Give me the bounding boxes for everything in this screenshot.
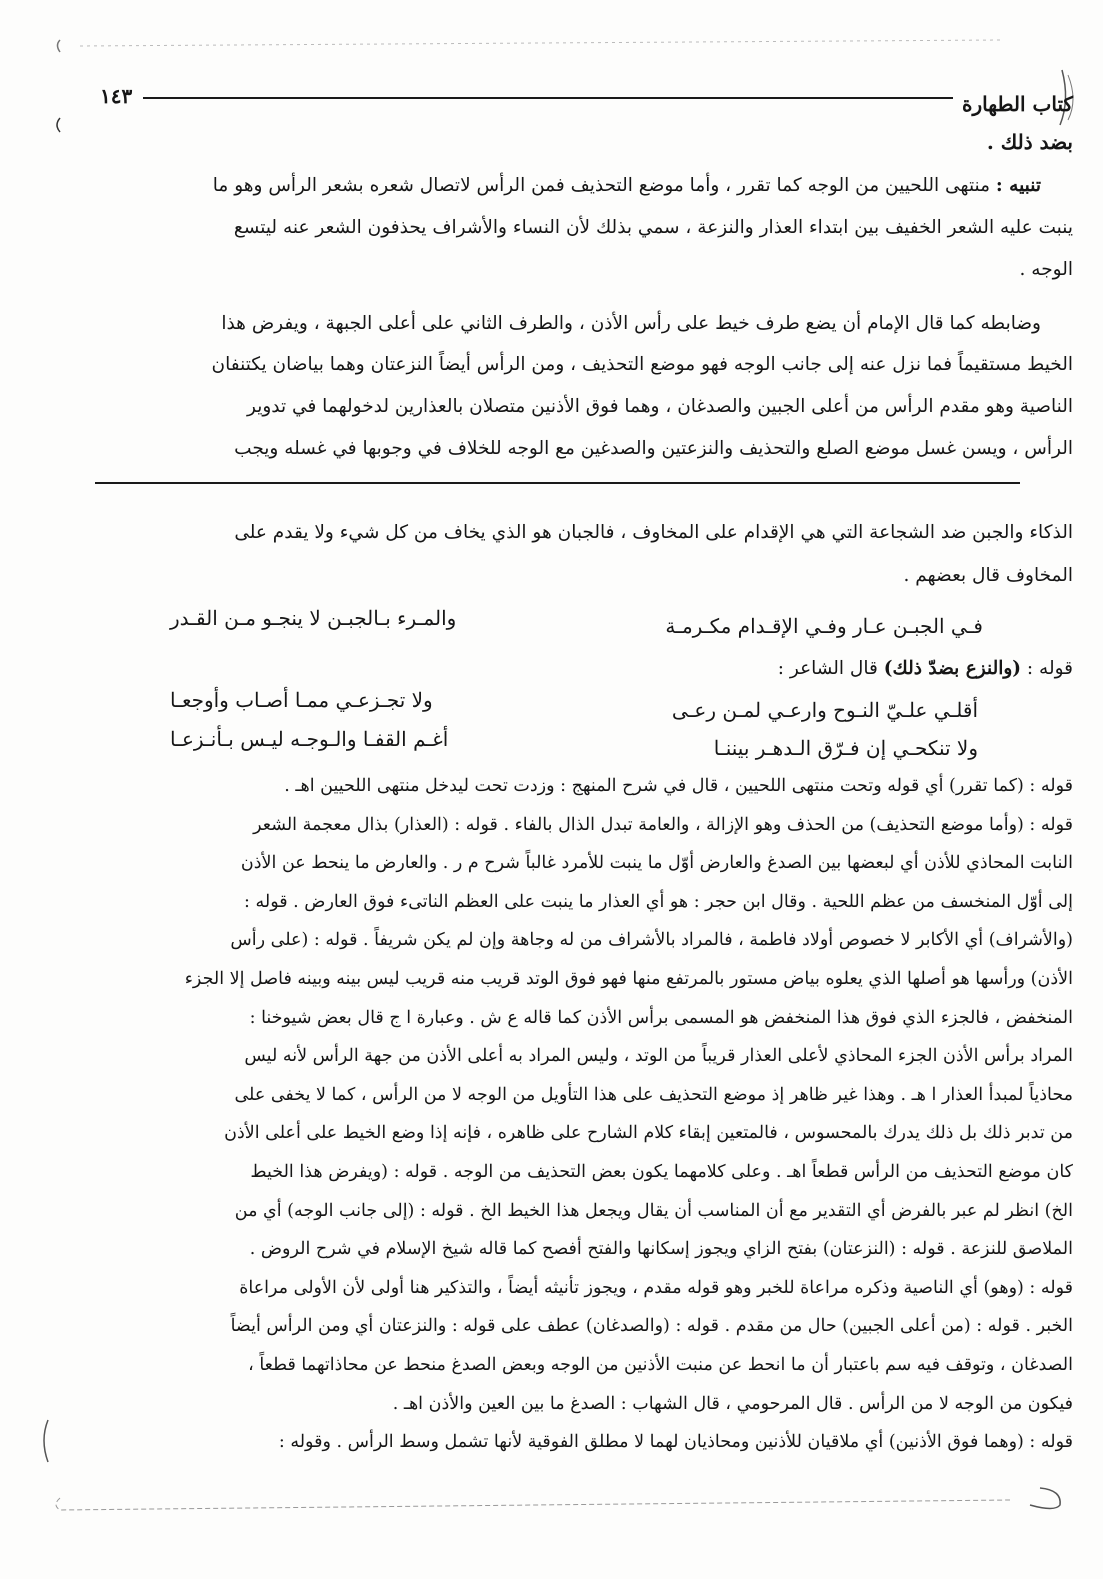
commentary-line-13: الملاصق للنزعة . قوله : (النزعتان) بفتح الزاي ويجوز إسكانها والفتح أفصح كما قاله شيخ الإسلام في شرح الروض . [249,1239,1073,1259]
verse-2-left: ولا تجـزعـي ممـا أصـاب وأوجعـا [170,688,433,712]
verse-2-right: أقلـي علـيّ النـوح وارعـي لمـن رعـى [671,698,978,722]
commentary-line-14: قوله : (وهو) أي الناصية وذكره مراعاة للخبر وهو قوله مقدم ، ويجوز تأنيثه أيضاً ، والتذكير هنا أولى لأن الأولى مراعاة [239,1278,1073,1298]
commentary-line-6: الأذن) ورأسها هو أصلها الذي يعلوه بياض مستور بالمرتفع منها فهو فوق الوتد قريب منه قريب ليس بينه وبينه فاصل إلا الجزء [184,969,1073,989]
commentary-line-12: الخ) انظر لم عبر بالفرض أي التقدير مع أن المناسب أن يقال ويجعل هذا الخيط الخ . قوله : (إلى جانب الوجه) أي من [234,1201,1073,1221]
commentary-line-3: النابت المحاذي للأذن أي لبعضها بين الصدغ والعارض أوّل ما ينبت للأمرد غالباً شرح م ر . والعارض ما ينحط عن الأذن [240,853,1073,873]
commentary-intro-2: المخاوف قال بعضهم . [903,565,1073,586]
commentary-line-7: المنخفض ، فالجزء الذي فوق هذا المنخفض هو المسمى برأس الأذن كما قاله ع ش . وعبارة ا ج قال بعض شيوخنا : [249,1008,1073,1028]
dabituhu-line-1: وضابطه كما قال الإمام أن يضع طرف خيط على رأس الأذن ، والطرف الثاني على أعلى الجبهة ، ويفرض هذا [221,313,1041,334]
main-line-1: بضد ذلك . [986,130,1073,154]
commentary-line-9: محاذياً لمبدأ العذار ا هـ . وهذا غير ظاهر إذ موضع التحذيف على هذا التأويل من الوجه لا من الرأس ، كما لا يخفى على [234,1085,1073,1105]
page-number: ١٤٣ [100,84,133,108]
chapter-title: كتاب الطهارة [962,92,1073,116]
verse-3-left: أغـم القفـا والـوجـه ليـس بـأنـزعـا [170,727,449,751]
commentary-line-8: المراد برأس الأذن الجزء المحاذي لأعلى العذار قريباً من الوتد ، وليس المراد به أعلى الأذن من جهة الرأس لأنه ليس [244,1046,1073,1066]
commentary-line-17: فيكون من الوجه لا من الرأس . قال المرحومي ، قال الشهاب : الصدغ ما بين العين والأذن اهـ . [392,1394,1073,1414]
poet-line [778,658,1073,679]
tanbih-text: منتهى اللحيين من الوجه كما تقرر ، وأما موضع التحذيف فمن الرأس لاتصال شعره بشعر الرأس وهو ما [212,175,996,196]
commentary-intro-1: الذكاء والجبن ضد الشجاعة التي هي الإقدام على المخاوف ، فالجبان هو الذي يخاف من كل شيء ولا يقدم على [234,522,1073,543]
tanbih-line-2: ينبت عليه الشعر الخفيف بين ابتداء العذار والنزعة ، سمي بذلك لأن النساء والأشراف يحذفون الشعر عنه ليتسع [233,217,1073,238]
commentary-line-4: إلى أوّل المنخسف من عظم اللحية . وقال ابن حجر : هو أي العذار ما ينبت على العظم الناتىء فوق العارض . قوله : [244,892,1073,912]
tanbih-label: تنبيه : [995,175,1041,196]
commentary-line-15: الخبر . قوله : (من أعلى الجبين) حال من مقدم . قوله : (والصدغان) عطف على قوله : والنزعتان أي ومن الرأس أيضاً [230,1316,1073,1336]
commentary-line-1: قوله : (كما تقرر) أي قوله وتحت منتهى اللحيين ، قال في شرح المنهج : وزدت تحت ليدخل منتهى اللحيين اهـ . [284,776,1073,796]
commentary-line-10: من تدبر ذلك بل ذلك يدرك بالمحسوس ، فالمتعين إبقاء كلام الشارح على ظاهره ، فإنه إذا وضع الخيط على أعلى الأذن [224,1123,1073,1143]
commentary-line-18: قوله : (وهما فوق الأذنين) أي ملاقيان للأذنين ومحاذيان لهما لا مطلق الفوقية لأنها تشمل وسط الرأس . وقوله : [278,1432,1073,1452]
commentary-line-11: كان موضع التحذيف من الرأس قطعاً اهـ . وعلى كلامهما يكون بعض التحذيف من الوجه . قوله : (ويفرض هذا الخيط [250,1162,1073,1182]
tanbih-line-1 [213,175,1041,196]
dabituhu-line-2: الخيط مستقيماً فما نزل عنه إلى جانب الوجه فهو موضع التحذيف ، ومن الرأس أيضاً النزعتان وهما بياضان يكتنفان [211,354,1073,375]
dabituhu-line-3: الناصية وهو مقدم الرأس من أعلى الجبين والصدغان ، وهما فوق الأذنين متصلان بالعذارين لدخولهما في تدوير [247,396,1073,417]
tanbih-line-3: الوجه . [1019,259,1073,280]
commentary-line-5: (والأشراف) أي الأكابر لا خصوص أولاد فاطمة ، فالمراد بالأشراف من له وجاهة وإن لم يكن شريفاً . قوله : (على رأس [230,930,1073,950]
verse-3-right: ولا تنكحـي إن فـرّق الـدهـر بيننـا [713,736,978,760]
header-rule [143,97,953,99]
verse-1-right: فـي الجبـن عـار وفـي الإقـدام مكـرمـة [665,614,983,638]
verse-1-left: والمـرء بـالجبـن لا ينجـو مـن القـدر [170,606,457,630]
poet-quote: (والنزع بضدّ ذلك) [883,658,1022,679]
poet-suffix: قال الشاعر : [777,658,884,679]
commentary-line-2: قوله : (وأما موضع التحذيف) من الحذف وهو الإزالة ، والعامة تبدل الذال بالفاء . قوله : (العذار) بذال معجمة الشعر [253,815,1073,835]
commentary-line-16: الصدغان ، وتوقف فيه سم باعتبار أن ما انحط عن منبت الأذنين من الوجه وبعض الصدغ منحط عن محاذاتهما قطعاً ، [248,1355,1073,1375]
poet-prefix: قوله : [1026,658,1073,679]
footnote-separator [95,482,1020,484]
dabituhu-line-4: الرأس ، ويسن غسل موضع الصلع والتحذيف والنزعتين والصدغين مع الوجه للخلاف في وجوبها في غسله ويجب [234,438,1073,459]
